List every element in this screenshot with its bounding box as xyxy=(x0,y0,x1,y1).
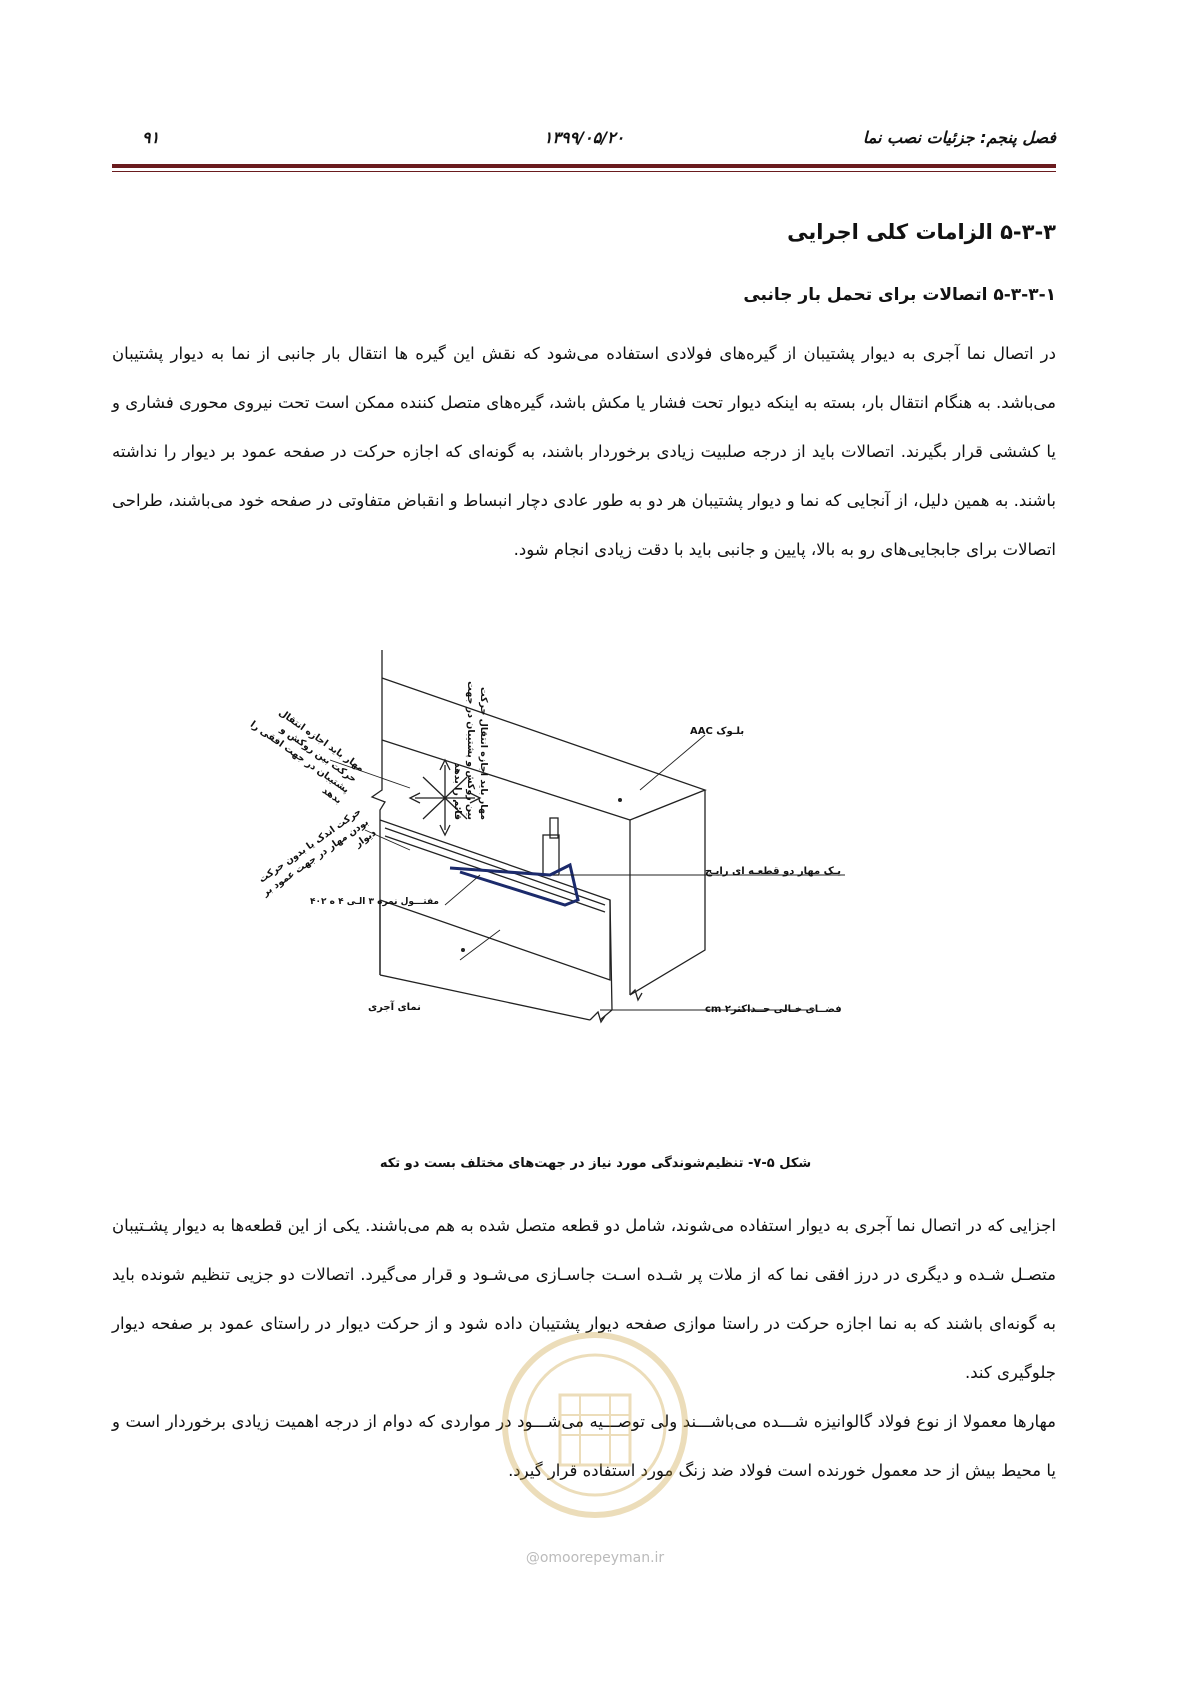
note-vertical: مهار باید اجازه انتقال حرکت بین روکش و پشتیبان در جهت قائم را بدهد xyxy=(452,681,489,820)
label-aac-block: بلـوک AAC xyxy=(690,726,745,737)
paragraph-2: اجزایی که در اتصال نما آجری به دیوار استفاده می‌شوند، شامل دو قطعه متصل شده به هم می‌باشند. یکی از این قطعه‌ها به دیوار پشـتیبان متصـل شـده و دیگری در درز افقی نما که از ملات پر شـده اسـت جاسـازی می‌شـود و قرار می‌گیرد. اتصالات دو جزیی تنظیم شونده باید به گونه‌ای باشند که به نما اجازه حرکت در راستا موازی صفحه دیوار پشتیبان داده شود و از حرکت دیوار در راستای عمود بر صفحه دیوار جلوگیری کند. xyxy=(112,1216,1056,1382)
figure-caption: شکل ۵-۷- تنظیم‌شوندگی مورد نیاز در جهت‌های مختلف بست دو تکه xyxy=(379,1156,812,1171)
header-rule-thick xyxy=(112,164,1056,168)
page-number: ۹۱ xyxy=(142,128,160,147)
page-header xyxy=(112,128,1056,156)
brick-bottom xyxy=(380,975,590,1020)
label-two-piece-anchor: یـک مهار دو قطعـه ای رایـج xyxy=(705,866,842,877)
anchor-bracket xyxy=(543,835,559,875)
paragraph-3: مهارها معمولا از نوع فولاد گالوانیزه شـــده می‌باشـــند ولی توصـــیه می‌شـــود در مواردی که دوام از درجه اهمیت زیادی برخوردار است و یا محیط بیش از حد معمول خورنده است فولاد ضد زنگ مورد استفاده قرار گیرد. xyxy=(112,1412,1056,1480)
aac-block-edge xyxy=(382,740,630,820)
anchor-wire xyxy=(450,865,578,905)
aac-block-front-right xyxy=(630,790,705,995)
left-wall-line xyxy=(372,650,385,975)
watermark-seal xyxy=(495,1315,695,1535)
dot-brick xyxy=(461,948,465,952)
anchor-diagram xyxy=(260,650,940,1120)
header-date: ۱۳۹۹/۰۵/۲۰ xyxy=(543,128,625,147)
dot-aac xyxy=(618,798,622,802)
label-air-gap: فضــای خـالی حــداکثر۲ cm xyxy=(705,1004,842,1015)
aac-block-top xyxy=(382,678,705,820)
chapter-title: فصل پنجم: جزئیات نصب نما xyxy=(862,128,1056,147)
figure-diagram xyxy=(248,650,940,1120)
section-title: ۵-۳-۳ الزامات کلی اجرایی xyxy=(787,220,1056,244)
header-rule-thin xyxy=(112,171,1056,172)
leader-aac xyxy=(640,735,705,790)
note-perpendicular: حرکت اندک یا بدون حرکت بودن مهار در جهت عمود بر دیوار xyxy=(256,806,379,899)
leader-wire xyxy=(445,875,480,905)
label-wire: مفتـــول نمره ۳ الـی ۴ ه ۴۰۲ xyxy=(310,897,439,907)
subsection-title: ۵-۳-۳-۱ اتصالات برای تحمل بار جانبی xyxy=(743,285,1056,305)
note-horizontal: مهار باید اجازه انتقال حرکت بین روکش و پشتیبان در جهت افقی را بدهد xyxy=(248,707,366,807)
brick-groove-1 xyxy=(385,828,605,905)
aac-break xyxy=(630,990,642,1000)
paragraph-1: در اتصال نما آجری به دیوار پشتیبان از گیره‌های فولادی استفاده می‌شود که نقش این گیره ها انتقال بار جانبی از نما به دیوار پشتیبان می‌باشد. به هنگام انتقال بار، بسته به اینکه دیوار تحت فشار یا مکش باشد، گیره‌های متصل کننده ممکن است تحت نیروی محوری فشاری و یا کششی قرار بگیرند. اتصالات باید از درجه صلبیت زیادی برخوردار باشند، به گونه‌ای که اجازه حرکت در صفحه عمود بر دیوار را نداشته باشند. به همین دلیل، از آنجایی که نما و دیوار پشتیبان هر دو به طور عادی دچار انبساط و انقباض متفاوتی در صفحه خود می‌باشند، طراحی اتصالات برای جابجایی‌های رو به بالا، پایین و جانبی باید با دقت زیادی انجام شود. xyxy=(112,344,1056,559)
label-brick-facade: نمای آجری xyxy=(368,1002,421,1013)
watermark-url: @omoorepeyman.ir xyxy=(525,1550,665,1566)
